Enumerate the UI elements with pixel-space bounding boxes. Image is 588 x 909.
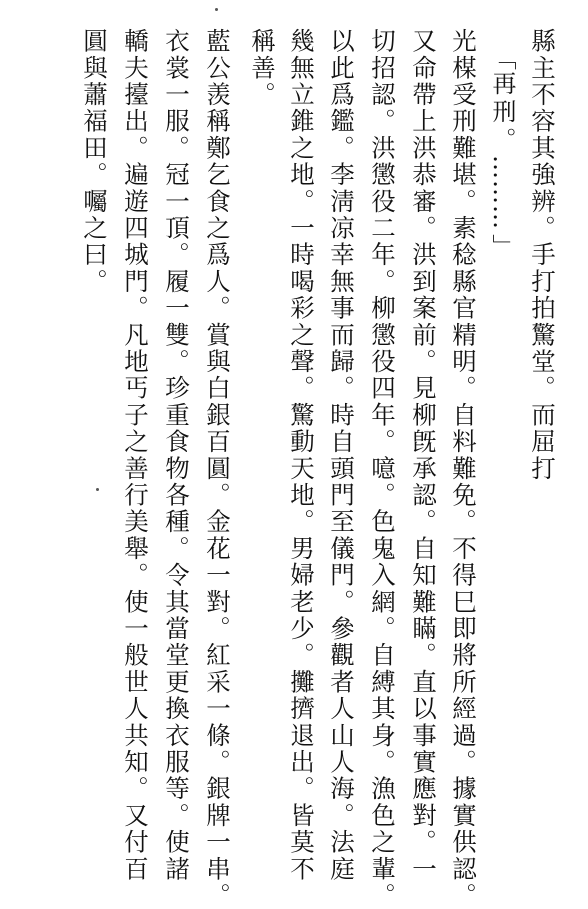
bracket-annotation: [484, 46, 520, 259]
bracket-close: 」: [488, 234, 516, 259]
bracket-open: 「: [488, 46, 516, 71]
bracket-dots: ………: [488, 155, 516, 230]
print-speck: [96, 488, 99, 491]
text-column-7: 稱善。: [248, 28, 277, 109]
text-column-6: 幾無立錐之地。一時喝彩之聲。驚動天地。男婦老少。攤擠退出。皆莫不: [287, 28, 316, 883]
text-column-4: 切招認。洪懲役二年。柳懲役四年。噫。色鬼入網。自縛其身。漁色之輩。: [368, 28, 397, 909]
text-column-2: 光楳受刑難堪。素稔縣官精明。自料難免。不得巳即將所經過。據實供認。: [449, 28, 478, 909]
bracket-ref: 再刑。: [488, 71, 516, 155]
print-speck: [215, 8, 218, 11]
text-column-11: 圓與蕭福田。囑之曰。: [80, 28, 109, 295]
text-column-9: 衣裳一服。冠一頂。履一雙。珍重食物各種。令其當堂更換衣服等。使諸: [162, 28, 191, 883]
text-column-1: 縣主不容其強辨。手打拍驚堂。而屈打: [528, 28, 557, 482]
text-column-10: 轎夫擡出。遍遊四城門。凡地丐子之善行美舉。使一般世人共知。又付百: [121, 28, 150, 883]
text-column-5: 以此爲鑑。李淸凉幸無事而歸。時自頭門至儀門。參觀者人山人海。法庭: [327, 28, 356, 883]
text-column-8: 藍公羡稱鄭乞食之爲人。賞與白銀百圓。金花一對。紅采一條。銀牌一串。: [203, 28, 232, 909]
text-column-3: 又命帶上洪恭審。洪到案前。見柳旣承認。自知難瞞。直以事實應對。一: [409, 28, 438, 883]
